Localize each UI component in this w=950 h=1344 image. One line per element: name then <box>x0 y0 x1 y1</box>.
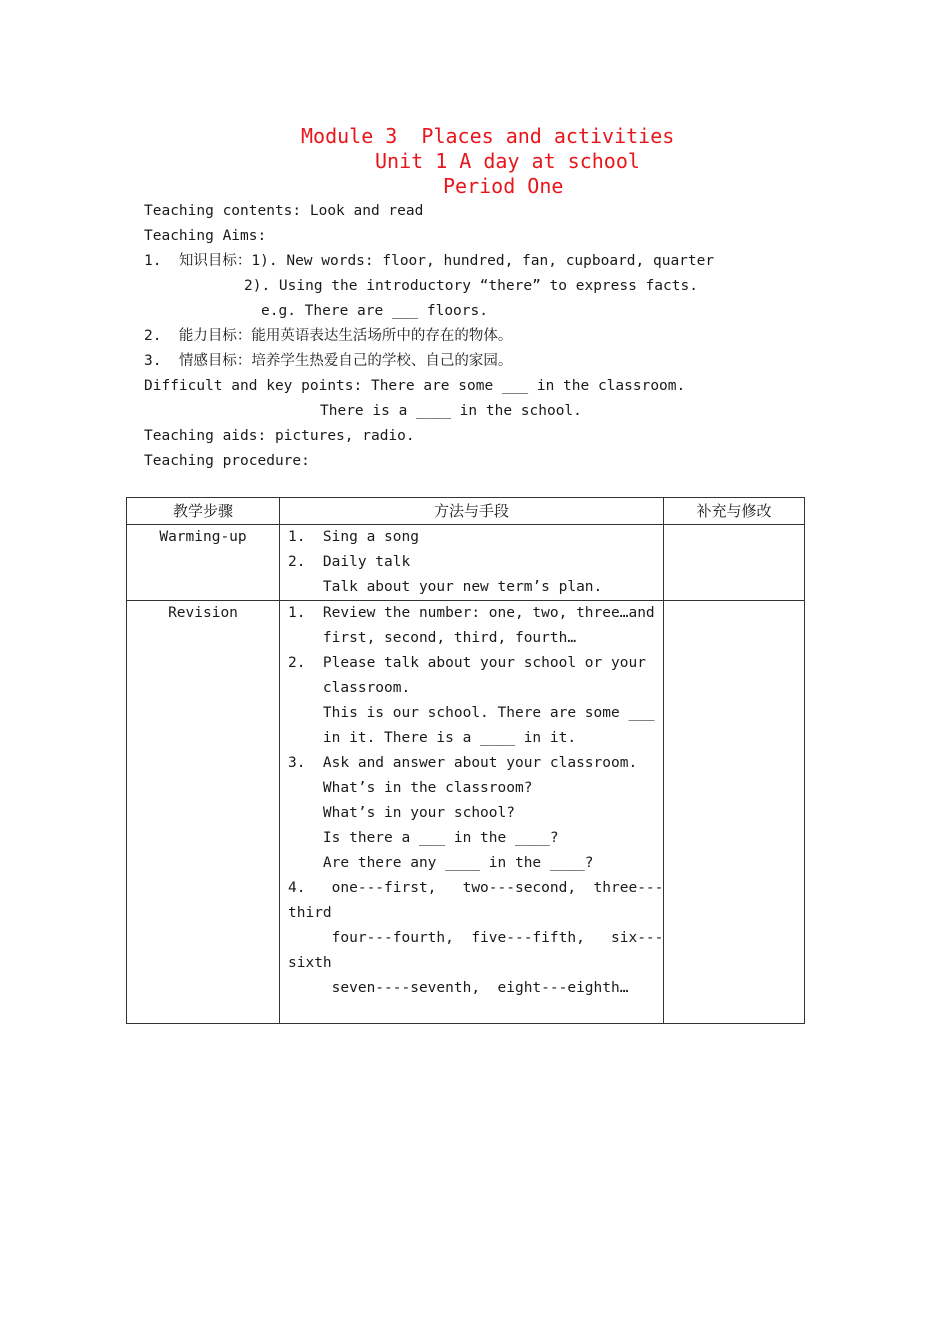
unit-title: Unit 1 A day at school <box>375 149 640 173</box>
aim-knowledge-example: e.g. There are ___ floors. <box>261 303 488 319</box>
method-line: This is our school. There are some ___ <box>288 705 655 721</box>
header-steps: 教学步骤 <box>127 498 280 525</box>
method-line: four---fourth, five---fifth, six--- <box>288 930 664 946</box>
method-line: Is there a ___ in the ____? <box>288 830 559 846</box>
method-line: What’s in the classroom? <box>288 780 533 796</box>
method-line: 2. Daily talk <box>288 554 411 570</box>
method-line: third <box>288 905 332 921</box>
period-title: Period One <box>443 174 564 198</box>
notes-revision <box>664 601 805 1024</box>
method-line: 1. Sing a song <box>288 529 419 545</box>
step-label: Revision <box>168 605 238 621</box>
teaching-contents: Teaching contents: Look and read <box>144 203 424 219</box>
method-line: classroom. <box>288 680 411 696</box>
aim-emotion: 3. 情感目标：培养学生热爱自己的学校、自己的家园。 <box>144 353 513 369</box>
step-revision <box>127 601 280 1024</box>
header-methods: 方法与手段 <box>280 498 664 525</box>
method-line: 2. Please talk about your school or your <box>288 655 646 671</box>
difficult-points: Difficult and key points: There are some ___ in the classroom. <box>144 378 686 394</box>
table-row-revision <box>127 601 805 1024</box>
method-line: 4. one---first, two---second, three--- <box>288 880 664 896</box>
teaching-aids: Teaching aids: pictures, radio. <box>144 428 415 444</box>
teaching-aims-label: Teaching Aims: <box>144 228 267 244</box>
aim-knowledge-2: 2). Using the introductory “there” to express facts. <box>244 278 698 294</box>
aim-ability: 2. 能力目标：能用英语表达生活场所中的存在的物体。 <box>144 328 513 344</box>
module-title: Module 3 Places and activities <box>301 124 675 148</box>
method-line: Are there any ____ in the ____? <box>288 855 594 871</box>
difficult-points-2: There is a ____ in the school. <box>320 403 582 419</box>
method-line: 1. Review the number: one, two, three…and <box>288 605 655 621</box>
method-line: in it. There is a ____ in it. <box>288 730 577 746</box>
step-warmup <box>127 525 280 601</box>
method-line: first, second, third, fourth… <box>288 630 577 646</box>
method-line: sixth <box>288 955 332 971</box>
teaching-procedure-label: Teaching procedure: <box>144 453 310 469</box>
methods-warmup <box>280 525 664 601</box>
header-notes: 补充与修改 <box>664 498 805 525</box>
method-line: Talk about your new term’s plan. <box>288 579 603 595</box>
aim-knowledge: 1. 知识目标：1). New words: floor, hundred, fan, cupboard, quarter <box>144 253 715 269</box>
method-line: 3. Ask and answer about your classroom. <box>288 755 638 771</box>
procedure-table <box>126 497 805 1024</box>
table-header-row <box>127 498 805 525</box>
method-line: What’s in your school? <box>288 805 515 821</box>
notes-warmup <box>664 525 805 601</box>
step-label: Warming-up <box>159 529 247 545</box>
method-line: seven----seventh, eight---eighth… <box>288 980 629 996</box>
methods-revision <box>280 601 664 1024</box>
table-row-warmup <box>127 525 805 601</box>
